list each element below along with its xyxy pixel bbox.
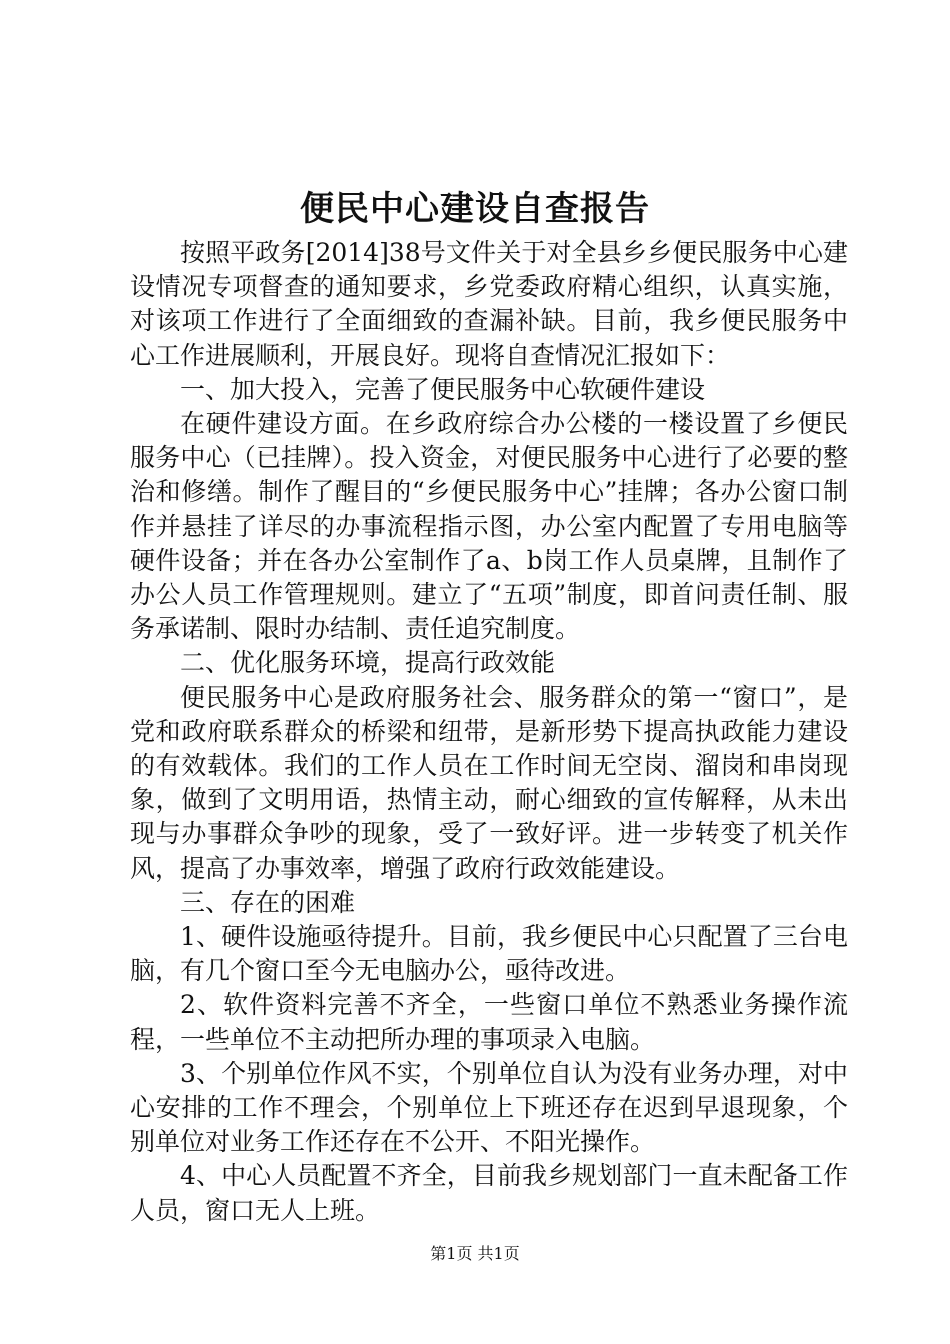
document-body <box>130 236 848 1228</box>
paragraph-hardware: 在硬件建设方面。在乡政府综合办公楼的一楼设置了乡便民服务中心（已挂牌）。投入资金，对便民服务中心进行了必要的整治和修缮。制作了醒目的“乡便民服务中心”挂牌；各办公窗口制作并悬挂了详尽的办事流程指示图，办公室内配置了专用电脑等硬件设备；并在各办公室制作了a、b岗工作人员桌牌，且制作了办公人员工作管理规则。建立了“五项”制度，即首问责任制、服务承诺制、限时办结制、责任追究制度。 <box>130 409 848 644</box>
paragraph-difficulty-4: 4、中心人员配置不齐全，目前我乡规划部门一直未配备工作人员，窗口无人上班。 <box>130 1161 848 1225</box>
document-title: 便民中心建设自查报告 <box>300 189 650 229</box>
paragraph-difficulty-2: 2、软件资料完善不齐全，一些窗口单位不熟悉业务操作流程，一些单位不主动把所办理的事项录入电脑。 <box>130 990 848 1054</box>
paragraph-service: 便民服务中心是政府服务社会、服务群众的第一“窗口”，是党和政府联系群众的桥梁和纽带，是新形势下提高执政能力建设的有效载体。我们的工作人员在工作时间无空岗、溜岗和串岗现象，做到了文明用语，热情主动，耐心细致的宣传解释，从未出现与办事群众争吵的现象，受了一致好评。进一步转变了机关作风，提高了办事效率，增强了政府行政效能建设。 <box>130 682 848 883</box>
paragraph-intro: 按照平政务[2014]38号文件关于对全县乡乡便民服务中心建设情况专项督查的通知要求，乡党委政府精心组织，认真实施，对该项工作进行了全面细致的查漏补缺。目前，我乡便民服务中心工作进展顺利，开展良好。现将自查情况汇报如下： <box>130 238 848 370</box>
paragraph-difficulty-1: 1、硬件设施亟待提升。目前，我乡便民中心只配置了三台电脑，有几个窗口至今无电脑办公，亟待改进。 <box>130 922 848 986</box>
page-footer: 第1页 共1页 <box>430 1244 520 1263</box>
section-heading-2: 二、优化服务环境，提高行政效能 <box>180 648 556 678</box>
paragraph-difficulty-3: 3、个别单位作风不实，个别单位自认为没有业务办理，对中心安排的工作不理会，个别单位上下班还存在迟到早退现象，个别单位对业务工作还存在不公开、不阳光操作。 <box>130 1058 848 1157</box>
section-heading-3: 三、存在的困难 <box>180 887 356 917</box>
section-heading-1: 一、加大投入，完善了便民服务中心软硬件建设 <box>180 374 706 404</box>
